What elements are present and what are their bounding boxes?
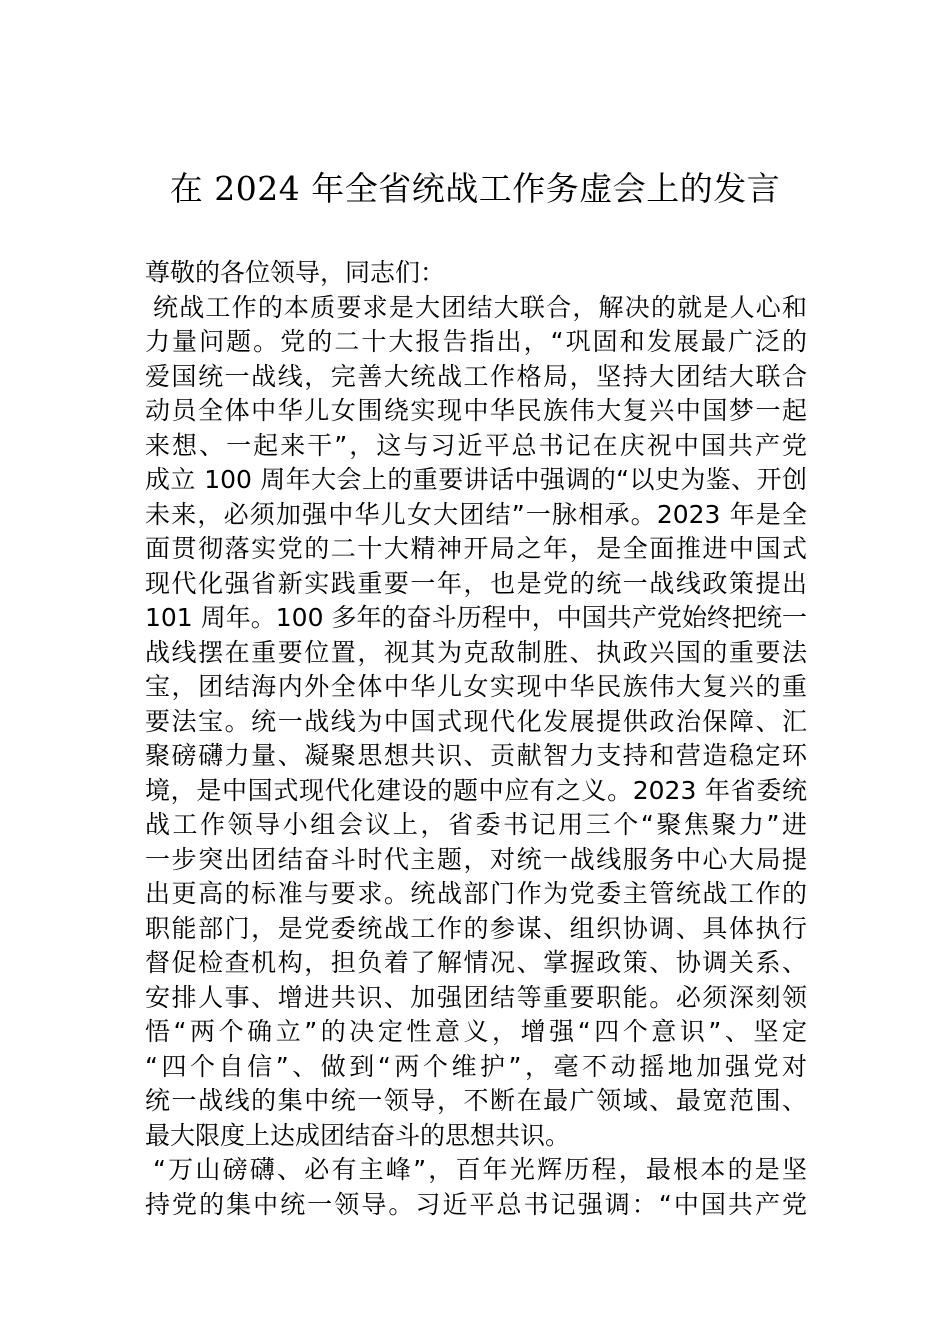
paragraph-line: 要法宝。统一战线为中国式现代化发展提供政治保障、汇 <box>145 706 807 736</box>
paragraph-line: 未来，必须加强中华儿女大团结”一脉相承。2023 年是全 <box>145 499 807 529</box>
paragraph-line: 督促检查机构，担负着了解情况、掌握政策、协调关系、 <box>145 948 807 977</box>
paragraph-line: 宝，团结海内外全体中华儿女实现中华民族伟大复兴的重 <box>145 672 807 701</box>
paragraph-line: 境，是中国式现代化建设的题中应有之义。2023 年省委统 <box>145 775 807 805</box>
paragraph-line: 面贯彻落实党的二十大精神开局之年，是全面推进中国式 <box>145 534 807 563</box>
paragraph-line: 101 周年。100 多年的奋斗历程中，中国共产党始终把统一 <box>145 603 807 632</box>
paragraph-line: 动员全体中华儿女围绕实现中华民族伟大复兴中国梦一起 <box>145 396 807 425</box>
paragraph-line: 力量问题。党的二十大报告指出，“巩固和发展最广泛的 <box>145 327 807 356</box>
paragraph-line: 聚磅礴力量、凝聚思想共识、贡献智力支持和营造稳定环 <box>145 741 807 770</box>
paragraph-line: 职能部门，是党委统战工作的参谋、组织协调、具体执行 <box>145 913 807 943</box>
paragraph-line: 现代化强省新实践重要一年，也是党的统一战线政策提出 <box>145 568 807 598</box>
paragraph-line: 战线摆在重要位置，视其为克敌制胜、执政兴国的重要法 <box>145 637 807 667</box>
paragraph-line: “万山磅礴、必有主峰”，百年光辉历程，最根本的是坚 <box>153 1155 807 1184</box>
paragraph-line: 战工作领导小组会议上，省委书记用三个“聚焦聚力”进 <box>145 810 807 839</box>
document-body <box>145 256 807 1222</box>
paragraph-line: 出更高的标准与要求。统战部门作为党委主管统战工作的 <box>145 879 807 908</box>
paragraph-line: 统一战线的集中统一领导，不断在最广领域、最宽范围、 <box>145 1086 807 1115</box>
paragraph-line: “四个自信”、做到“两个维护”，毫不动摇地加强党对 <box>145 1051 807 1081</box>
paragraph-line: 一步突出团结奋斗时代主题，对统一战线服务中心大局提 <box>145 844 807 874</box>
document-title: 在 2024 年全省统战工作务虚会上的发言 <box>169 169 781 208</box>
salutation: 尊敬的各位领导，同志们： <box>145 258 446 287</box>
paragraph-line: 悟“两个确立”的决定性意义，增强“四个意识”、坚定 <box>145 1017 807 1046</box>
paragraph-line: 最大限度上达成团结奋斗的思想共识。 <box>145 1120 571 1150</box>
paragraph-line: 安排人事、增进共识、加强团结等重要职能。必须深刻领 <box>145 982 807 1012</box>
paragraph-line: 爱国统一战线，完善大统战工作格局，坚持大团结大联合 <box>145 361 807 391</box>
paragraph-line: 成立 100 周年大会上的重要讲话中强调的“以史为鉴、开创 <box>145 465 807 494</box>
paragraph-line: 统战工作的本质要求是大团结大联合，解决的就是人心和 <box>153 292 807 322</box>
paragraph-line: 持党的集中统一领导。习近平总书记强调：“中国共产党 <box>145 1189 807 1219</box>
paragraph-line: 来想、一起来干”，这与习近平总书记在庆祝中国共产党 <box>145 430 807 460</box>
